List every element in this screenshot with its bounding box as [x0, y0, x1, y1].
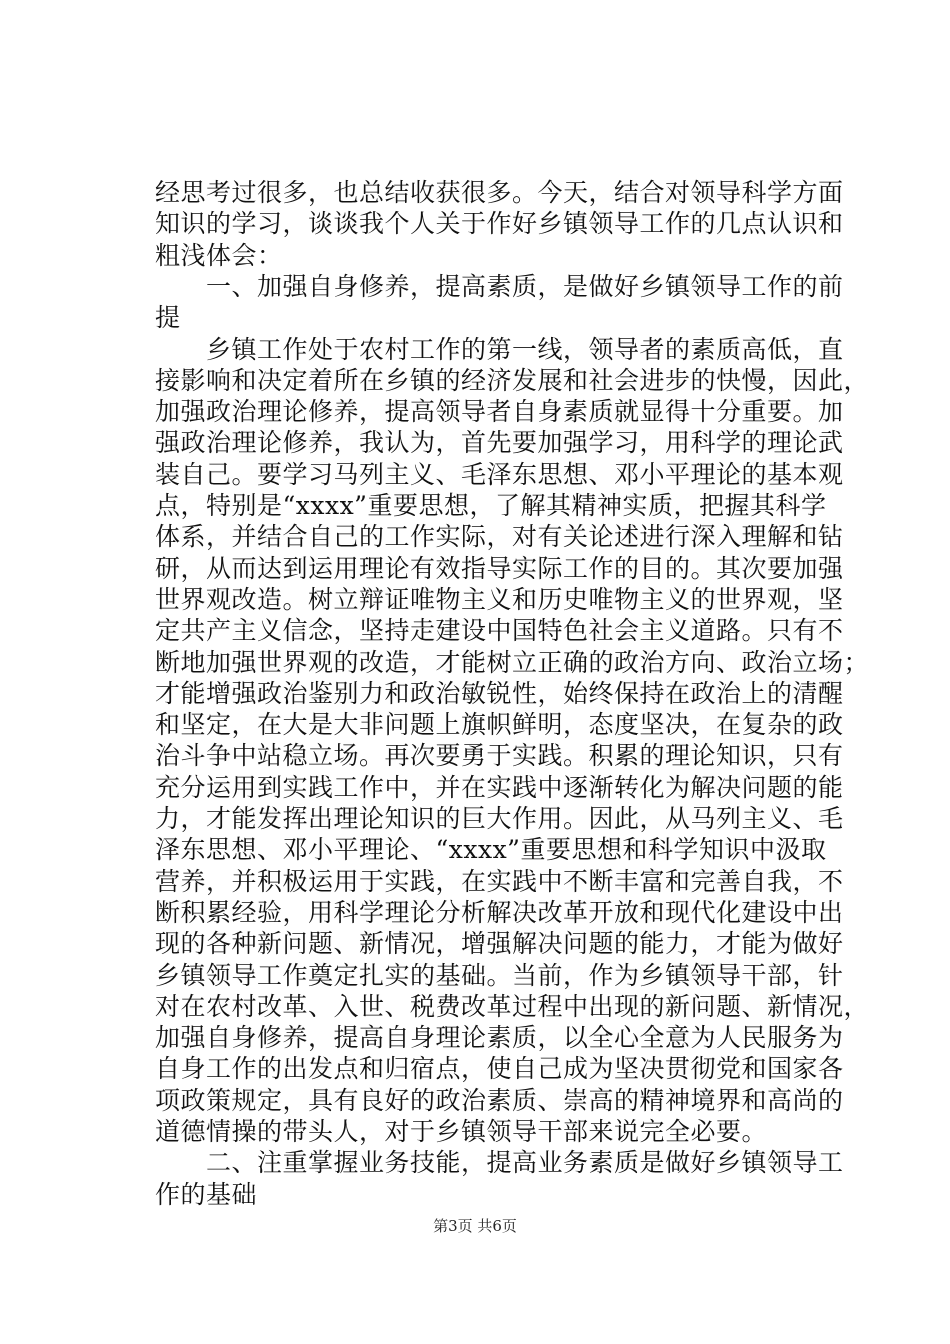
text-line: 乡镇领导工作奠定扎实的基础。当前，作为乡镇领导干部，针: [155, 960, 844, 990]
text-line: 粗浅体会：: [155, 240, 283, 270]
text-line: 才能增强政治鉴别力和政治敏锐性，始终保持在政治上的清醒: [155, 678, 844, 708]
text-line: 加强政治理论修养，提高领导者自身素质就显得十分重要。加: [155, 397, 844, 427]
text-line: 知识的学习，谈谈我个人关于作好乡镇领导工作的几点认识和: [155, 209, 844, 239]
text-line: 和坚定，在大是大非问题上旗帜鲜明，态度坚决，在复杂的政: [155, 710, 844, 740]
text-line: 充分运用到实践工作中，并在实践中逐渐转化为解决问题的能: [155, 772, 844, 802]
text-line: 自身工作的出发点和归宿点，使自己成为坚决贯彻党和国家各: [155, 1054, 844, 1084]
text-line: 泽东思想、邓小平理论、“xxxx”重要思想和科学知识中汲取: [155, 835, 827, 865]
text-line: 世界观改造。树立辩证唯物主义和历史唯物主义的世界观，坚: [155, 584, 844, 614]
text-line: 道德情操的带头人，对于乡镇领导干部来说完全必要。: [155, 1117, 768, 1146]
text-line: 一、加强自身修养，提高素质，是做好乡镇领导工作的前: [155, 271, 844, 301]
text-line: 断积累经验，用科学理论分析解决改革开放和现代化建设中出: [155, 897, 844, 927]
text-line: 经思考过很多，也总结收获很多。今天，结合对领导科学方面: [155, 178, 844, 207]
text-line: 定共产主义信念，坚持走建设中国特色社会主义道路。只有不: [155, 616, 844, 646]
text-line: 对在农村改革、入世、税费改革过程中出现的新问题、新情况，: [155, 991, 870, 1021]
text-line: 现的各种新问题、新情况，增强解决问题的能力，才能为做好: [155, 929, 844, 959]
text-line: 装自己。要学习马列主义、毛泽东思想、邓小平理论的基本观: [155, 459, 844, 489]
text-line: 提: [155, 303, 181, 333]
text-line: 作的基础: [155, 1179, 258, 1209]
text-line: 乡镇工作处于农村工作的第一线，领导者的素质高低，直: [155, 334, 844, 364]
text-line: 强政治理论修养，我认为，首先要加强学习，用科学的理论武: [155, 428, 844, 458]
text-line: 体系，并结合自己的工作实际，对有关论述进行深入理解和钻: [155, 522, 844, 552]
text-line: 二、注重掌握业务技能，提高业务素质是做好乡镇领导工: [155, 1148, 844, 1178]
text-line: 断地加强世界观的改造，才能树立正确的政治方向、政治立场；: [155, 647, 870, 677]
text-line: 营养，并积极运用于实践，在实践中不断丰富和完善自我，不: [155, 866, 844, 896]
text-line: 接影响和决定着所在乡镇的经济发展和社会进步的快慢，因此，: [155, 365, 870, 395]
text-line: 项政策规定，具有良好的政治素质、崇高的精神境界和高尚的: [155, 1085, 844, 1115]
text-line: 力，才能发挥出理论知识的巨大作用。因此，从马列主义、毛: [155, 804, 844, 833]
text-line: 研，从而达到运用理论有效指导实际工作的目的。其次要加强: [155, 553, 844, 583]
page-footer: 第3页 共6页: [433, 1217, 517, 1235]
text-line: 治斗争中站稳立场。再次要勇于实践。积累的理论知识，只有: [155, 741, 844, 771]
text-line: 点，特别是“xxxx”重要思想，了解其精神实质，把握其科学: [155, 491, 827, 520]
text-line: 加强自身修养，提高自身理论素质，以全心全意为人民服务为: [155, 1023, 844, 1053]
